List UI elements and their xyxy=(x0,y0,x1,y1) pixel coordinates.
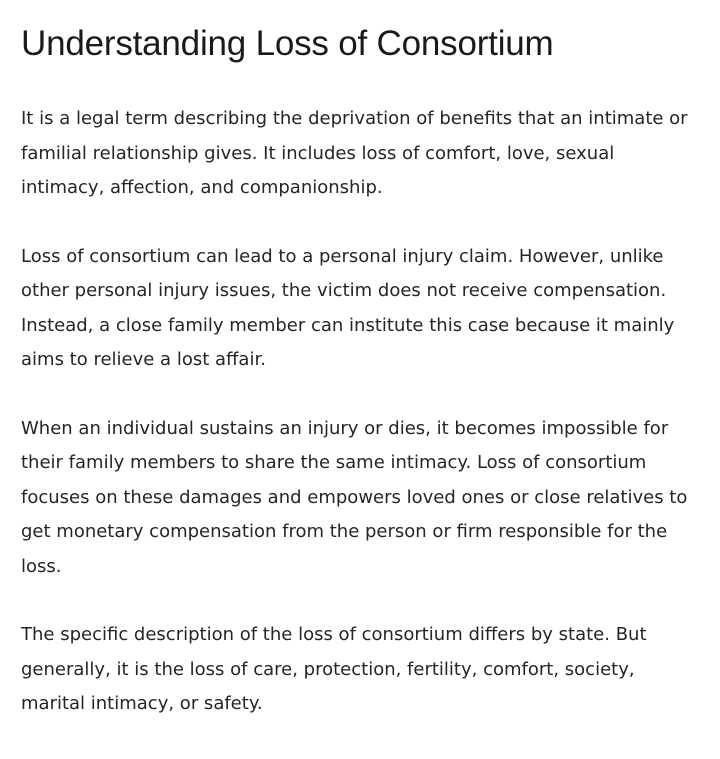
page-title: Understanding Loss of Consortium xyxy=(21,24,554,63)
paragraph-definition: It is a legal term describing the deprivation of benefits that an intimate or familial relationship gives. It includes loss of comfort, love, sexual intimacy, affection, and companionship. xyxy=(21,108,688,198)
paragraph-family-compensation: When an individual sustains an injury or dies, it becomes impossible for their family members to share the same intimacy. Loss of consortium focuses on these damages and empowers loved ones or close relatives to get monetary compensation from the person or firm responsible for the loss. xyxy=(21,417,688,577)
paragraph-state-description: The specific description of the loss of consortium differs by state. But generally, it is the loss of care, protection, fertility, comfort, society, marital intimacy, or safety. xyxy=(21,624,647,714)
article-body xyxy=(21,102,700,722)
paragraph-personal-injury-claim: Loss of consortium can lead to a personal injury claim. However, unlike other personal injury issues, the victim does not receive compensation. Instead, a close family member can institute this case because it mainly aims to relieve a lost affair. xyxy=(21,245,675,370)
